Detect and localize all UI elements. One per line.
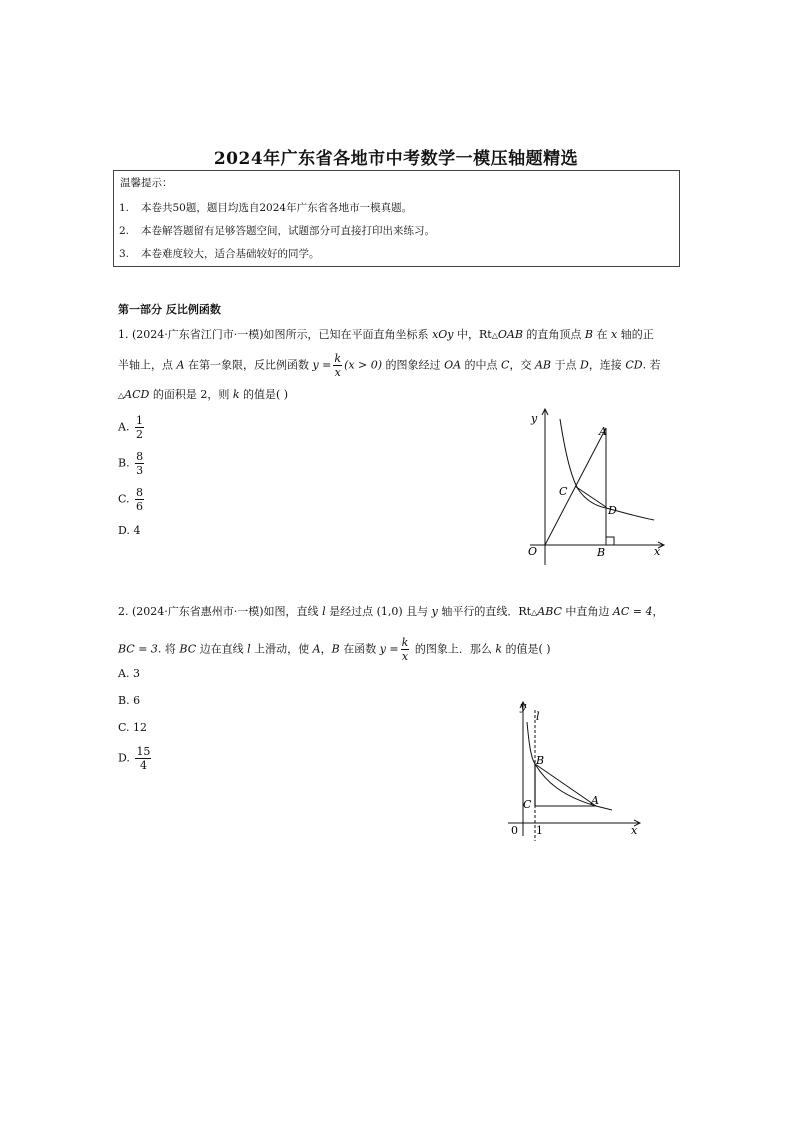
hyperbola-curve (560, 419, 654, 520)
numerator: 8 (136, 486, 144, 499)
denominator: 2 (135, 428, 143, 441)
option-label: C. (118, 721, 130, 734)
math-var: l (247, 642, 251, 656)
math-var: D (579, 358, 589, 372)
tip-item (119, 226, 435, 237)
text: ， (652, 605, 664, 618)
text: 中，Rt (453, 328, 492, 341)
tip-text: 本卷共50题，题目均选自2024年广东省各地市一模真题。 (141, 202, 413, 214)
numerator: 15 (136, 745, 151, 758)
text: 在第一象限，反比例函数 (184, 358, 313, 372)
q2-option-d[interactable] (118, 745, 153, 772)
page-title: 2024年广东省各地市中考数学一模压轴题精选 (213, 149, 579, 169)
math-var: A (176, 358, 185, 372)
math-var: xOy (432, 328, 454, 341)
text: 的图象上．那么 (411, 642, 496, 656)
q2-option-b[interactable] (118, 695, 140, 706)
text: 轴平行的直线．Rt (437, 605, 532, 618)
segment-ba (535, 764, 596, 806)
math-var: A (312, 642, 321, 656)
denominator: 6 (136, 500, 144, 513)
text: 的值是( ) (502, 642, 551, 656)
label-l: l (536, 710, 540, 723)
q1-option-c[interactable] (118, 486, 146, 513)
right-angle-mark (606, 537, 614, 545)
option-label: D. (118, 751, 130, 765)
q1-figure (512, 405, 672, 575)
tip-item (119, 203, 412, 214)
math-var: y (431, 605, 438, 618)
label-o: O (528, 545, 538, 558)
label-x: x (631, 824, 638, 837)
denominator: 4 (139, 759, 147, 772)
fraction (135, 450, 144, 477)
text: 在函数 (339, 642, 380, 656)
text: . 若 (642, 358, 661, 372)
math-condition: (x > 0) (344, 358, 383, 372)
label-a: A (599, 425, 607, 438)
label-one: 1 (536, 824, 543, 837)
text: . 将 (157, 642, 180, 656)
option-label: A. (118, 420, 130, 434)
math-var: x (611, 328, 618, 341)
math-equation: AC = 4 (612, 605, 653, 618)
text: 在 (593, 328, 611, 341)
triangle-symbol: △ (491, 331, 498, 340)
option-text: 6 (133, 694, 141, 707)
label-c: C (559, 485, 568, 498)
math-var: OAB (497, 328, 523, 341)
option-label: B. (118, 694, 130, 707)
fraction (135, 414, 144, 441)
text: 的图象经过 (382, 358, 445, 372)
tip-text: 本卷难度较大，适合基础较好的同学。 (141, 248, 320, 260)
tip-text: 本卷解答题留有足够答题空间，试题部分可直接打印出来练习。 (141, 225, 435, 237)
section-title: 第一部分 反比例函数 (118, 303, 221, 316)
math-var: y = (379, 642, 399, 656)
q1-line-1 (118, 329, 654, 340)
option-label: A. (118, 667, 130, 680)
q2-line-2 (118, 636, 551, 663)
math-var: k (232, 388, 240, 401)
text: 的中点 (461, 358, 502, 372)
q1-line-3 (118, 389, 288, 400)
text: 2. (2024·广东省惠州市·一模)如图，直线 (118, 605, 323, 618)
denominator: x (334, 366, 341, 379)
q2-line-1 (118, 606, 663, 617)
option-label: D. (118, 524, 130, 537)
text: ，交 (509, 358, 535, 372)
math-var: BC (179, 642, 197, 656)
label-b: B (597, 546, 606, 559)
math-var: B (584, 328, 593, 341)
tip-number: 1. (119, 202, 130, 214)
math-var: B (331, 642, 340, 656)
q2-option-c[interactable] (118, 722, 147, 733)
text: 轴的正 (617, 328, 654, 341)
numerator: k (401, 636, 409, 649)
text: 的直角顶点 (522, 328, 585, 341)
triangle-symbol: △ (118, 391, 125, 400)
text: 且与 (402, 605, 432, 618)
q2-option-a[interactable] (118, 668, 140, 679)
label-a: A (591, 794, 599, 807)
text: 上滑动，使 (250, 642, 313, 656)
numerator: k (334, 352, 342, 365)
tips-box (113, 170, 680, 267)
math-var: C (501, 358, 510, 372)
math-var: l (322, 605, 326, 618)
tip-number: 3. (119, 248, 130, 260)
text: ， (320, 642, 332, 656)
denominator: x (401, 650, 409, 663)
math-var: y = (312, 358, 332, 372)
fraction (135, 486, 144, 513)
label-y: y (520, 700, 527, 713)
fraction (135, 745, 151, 772)
tip-number: 2. (119, 225, 130, 237)
q1-option-d[interactable] (118, 525, 140, 536)
math-var: AB (534, 358, 551, 372)
numerator: 1 (135, 414, 143, 427)
q1-option-b[interactable] (118, 450, 146, 477)
numerator: 8 (136, 450, 144, 463)
label-c: C (523, 798, 532, 811)
math-var: CD (625, 358, 643, 372)
text: ，连接 (588, 358, 626, 372)
label-y: y (531, 412, 538, 425)
label-x: x (654, 545, 661, 558)
math-var: OA (444, 358, 462, 372)
math-var: ACD (124, 388, 150, 401)
math-var: k (495, 642, 502, 656)
label-d: D (608, 504, 617, 517)
text: 于点 (550, 358, 580, 372)
tips-heading: 温馨提示： (120, 177, 173, 189)
option-text: 4 (133, 524, 141, 537)
label-zero: 0 (511, 824, 518, 837)
text: 的值是( ) (239, 388, 289, 401)
text: 半轴上，点 (118, 358, 177, 372)
segment-cd (576, 487, 607, 508)
tip-item (119, 249, 320, 260)
q2-figure (500, 696, 650, 844)
math-point: (1,0) (376, 605, 403, 618)
denominator: 3 (136, 464, 144, 477)
triangle-symbol: △ (531, 608, 538, 617)
fraction (401, 636, 410, 663)
option-label: B. (118, 456, 130, 470)
math-equation: BC = 3 (118, 642, 158, 656)
text: 的面积是 2，则 (149, 388, 233, 401)
option-text: 3 (132, 667, 140, 680)
option-label: C. (118, 492, 130, 506)
text: 中直角边 (561, 605, 613, 618)
math-var: ABC (537, 605, 562, 618)
text: 是经过点 (325, 605, 377, 618)
label-b: B (536, 754, 545, 767)
text: 边在直线 (196, 642, 248, 656)
q1-line-2 (118, 352, 661, 379)
text: 1. (2024·广东省江门市·一模)如图所示，已知在平面直角坐标系 (118, 328, 433, 341)
fraction (333, 352, 342, 379)
option-text: 12 (133, 721, 148, 734)
q1-option-a[interactable] (118, 414, 146, 441)
